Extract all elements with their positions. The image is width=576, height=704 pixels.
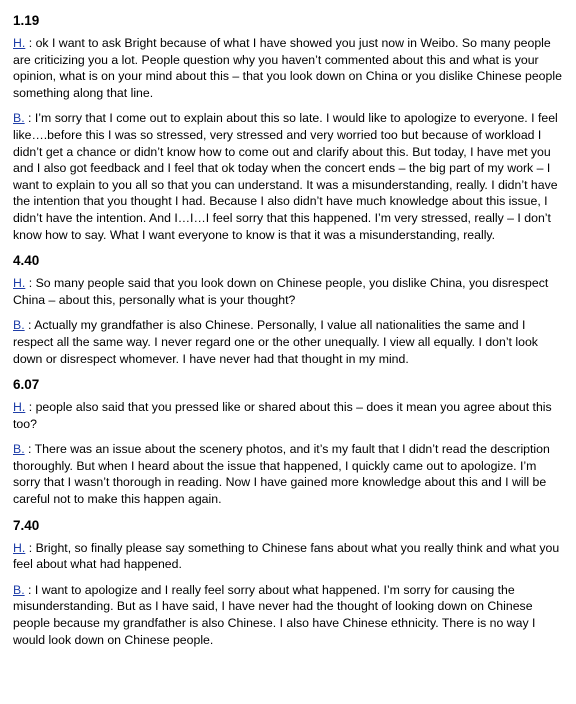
speaker-label-bright: B. [13, 111, 25, 126]
bright-paragraph: B. : I’m sorry that I come out to explain about this so late. I would like to apologize to everyone. I feel like….before this I was so stressed, very stressed and very worried too but because of workload I didn’t get a chance or didn’t know how to come out and clarify about this. But today, I have met you and I also got feedback and I feel that ok today when the concert ends – the big part of my work – I want to explain to you all so that you can understand. It was a misunderstanding, really. I didn’t have the intention that you thought I had. Because I also didn’t have much knowledge about this issue, I didn’t have the intention. And I…I…I feel sorry that this happened. I’m very stressed, really – I don’t know how to say. What I want everyone to know is that it was a misunderstanding, really. [13, 111, 558, 242]
section-4-40 [13, 252, 566, 367]
timestamp-heading: 7.40 [13, 517, 40, 533]
speaker-label-bright: B. [13, 582, 25, 597]
interviewer-paragraph: H. : ok I want to ask Bright because of what I have showed you just now in Weibo. So many people are criticizing you a lot. People question why you haven’t commented about this and what is your opinion, what is on your mind about this – that you look down on China or you dislike Chinese people something along that line. [13, 36, 562, 100]
paragraph-text: people also said that you pressed like or shared about this – does it mean you agree about this too? [13, 400, 552, 431]
section-7-40 [13, 517, 566, 649]
interviewer-paragraph: H. : So many people said that you look down on Chinese people, you dislike China, you disrespect China – about this, personally what is your thought? [13, 276, 549, 307]
timestamp-heading: 1.19 [13, 13, 40, 28]
speaker-label-bright: B. [13, 318, 25, 333]
paragraph-text: So many people said that you look down on Chinese people, you dislike China, you disrespect China – about this, personally what is your thought? [13, 276, 549, 307]
paragraph-text: I’m sorry that I come out to explain about this so late. I would like to apologize to everyone. I feel like….before this I was so stressed, very stressed and very worried too but because of workload I didn’t get a chance or didn’t know how to come out and clarify about this. But today, I have met you and I also got feedback and I feel that ok today when the concert ends – the big part of my work – I want to explain to you all so that you can understand. It was a misunderstanding, really. I didn’t have the intention that you thought I had. Because I also didn’t have much knowledge about this issue, I didn’t have the intention. And I…I…I feel sorry that this happened. I’m very stressed, really – I don’t know how to say. What I want everyone to know is that it was a misunderstanding, really. [13, 111, 558, 242]
paragraph-text: Bright, so finally please say something to Chinese fans about what you really think and what you feel about what had happened. [13, 540, 560, 572]
timestamp-heading: 4.40 [13, 253, 40, 269]
speaker-label-interviewer: H. [13, 276, 26, 291]
interviewer-paragraph: H. : Bright, so finally please say something to Chinese fans about what you really think and what you feel about what had happened. [13, 540, 560, 572]
speaker-label-interviewer: H. [13, 540, 26, 555]
bright-paragraph: B. : There was an issue about the scenery photos, and it’s my fault that I didn’t read the description thoroughly. But when I heard about the issue that happened, I quickly came out to apologize. I’m sorry that I wasn’t thorough in reading. Now I have gained more knowledge about this and I will be careful not to make this happen again. [13, 442, 550, 507]
section-1-19 [13, 12, 566, 243]
paragraph-text: ok I want to ask Bright because of what I have showed you just now in Weibo. So many people are criticizing you a lot. People question why you haven’t commented about this and what is your opinion, what is on your mind about this – that you look down on China or you dislike Chinese people something along that line. [13, 36, 562, 100]
paragraph-text: There was an issue about the scenery photos, and it’s my fault that I didn’t read the description thoroughly. But when I heard about the issue that happened, I quickly came out to apologize. I’m sorry that I wasn’t thorough in reading. Now I have gained more knowledge about this and I will be careful not to make this happen again. [13, 442, 550, 507]
paragraph-text: Actually my grandfather is also Chinese. Personally, I value all nationalities the same and I respect all the same way. I never regard one or the other unequally. I view all equally. I don’t look down or disrespect whomever. I have never had that thought in my mind. [13, 318, 538, 366]
bright-paragraph: B. : I want to apologize and I really feel sorry about what happened. I’m sorry for causing the misunderstanding. But as I have said, I have never had the thought of looking down on Chinese people because my grandfather is also Chinese. I also have Chinese ethnicity. There is no way I would look down on Chinese people. [13, 582, 536, 647]
speaker-label-interviewer: H. [13, 400, 26, 415]
speaker-label-interviewer: H. [13, 36, 26, 50]
speaker-label-bright: B. [13, 442, 25, 457]
paragraph-text: I want to apologize and I really feel sorry about what happened. I’m sorry for causing the misunderstanding. But as I have said, I have never had the thought of looking down on Chinese people because my grandfather is also Chinese. I also have Chinese ethnicity. There is no way I would look down on Chinese people. [13, 582, 536, 647]
bright-paragraph: B. : Actually my grandfather is also Chinese. Personally, I value all nationalities the same and I respect all the same way. I never regard one or the other unequally. I view all equally. I don’t look down or disrespect whomever. I have never had that thought in my mind. [13, 318, 538, 366]
section-6-07 [13, 376, 566, 508]
timestamp-heading: 6.07 [13, 377, 40, 393]
interviewer-paragraph: H. : people also said that you pressed like or shared about this – does it mean you agree about this too? [13, 400, 552, 431]
